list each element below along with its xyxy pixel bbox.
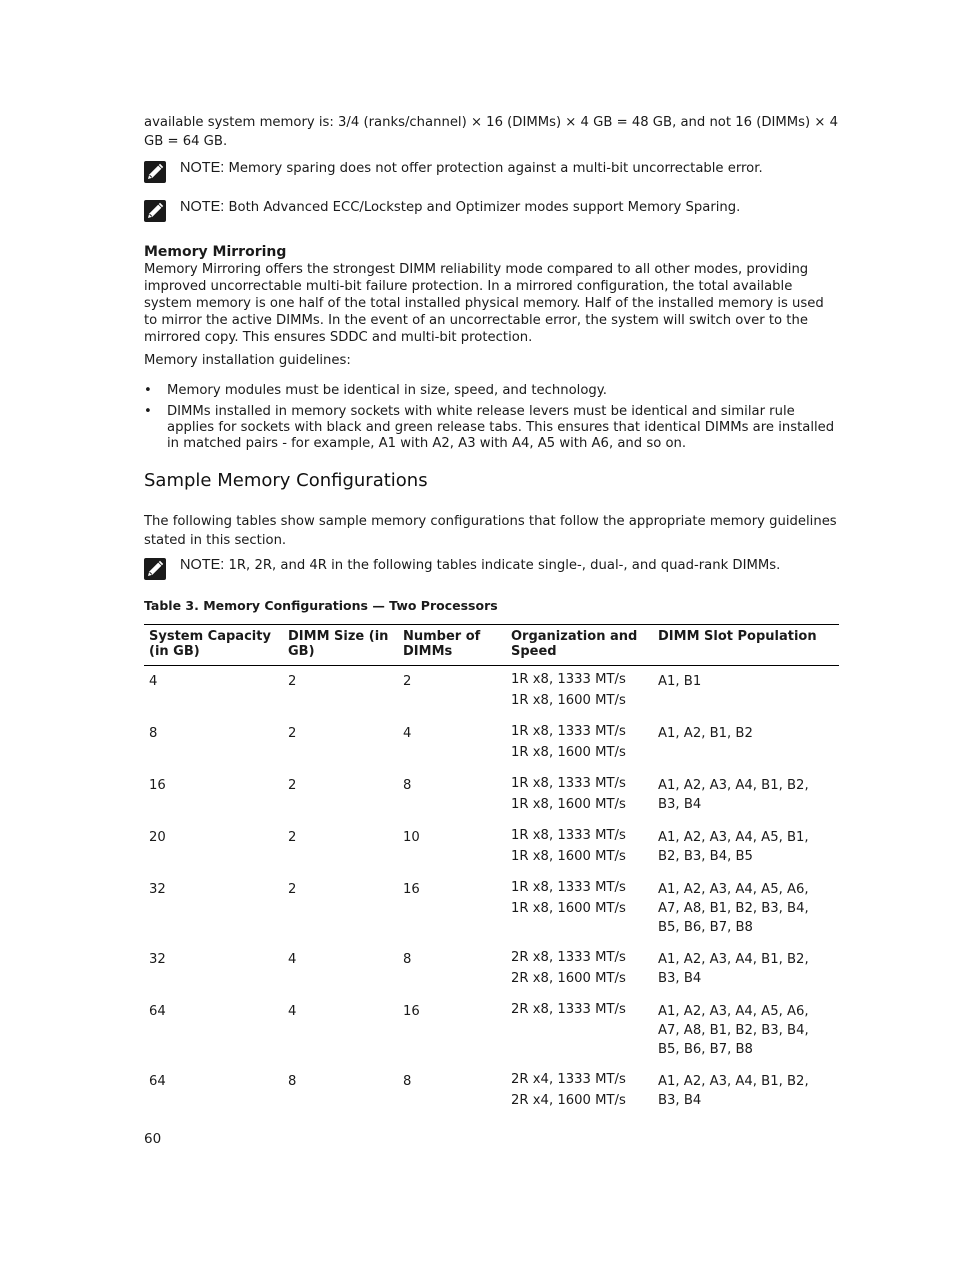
dimm-count-cell: 4 [403,726,412,741]
note-text: Both Advanced ECC/Lockstep and Optimizer modes support Memory Sparing. [224,200,741,215]
column-header: Organization and Speed [511,629,638,659]
speed-cell: 1R x8, 1333 MT/s 1R x8, 1600 MT/s [511,776,626,812]
table-row [144,944,839,996]
speed-cell: 2R x8, 1333 MT/s [511,1002,626,1017]
column-header: DIMM Slot Population [658,629,817,644]
dimm-count-cell: 16 [403,882,420,897]
slot-population-cell: A1, B1 [658,674,702,689]
dimm-size-cell: 2 [288,726,297,741]
column-header: Number of DIMMs [403,629,481,659]
note-text: 1R, 2R, and 4R in the following tables indicate single-, dual-, and quad-rank DIMMs. [224,558,781,573]
speed-cell: 1R x8, 1333 MT/s 1R x8, 1600 MT/s [511,672,626,708]
slot-population-cell: A1, A2, B1, B2 [658,726,753,741]
dimm-count-cell: 2 [403,674,412,689]
intro-paragraph: available system memory is: 3/4 (ranks/channel) × 16 (DIMMs) × 4 GB = 48 GB, and not 16 (DIMMs) × 4 GB = 64 GB. [144,115,838,149]
page-number: 60 [144,1131,162,1147]
dimm-size-cell: 2 [288,882,297,897]
table-row [144,770,839,822]
table-row [144,1066,839,1118]
capacity-cell: 32 [149,952,166,967]
capacity-cell: 64 [149,1004,166,1019]
dimm-count-cell: 10 [403,830,420,845]
speed-cell: 1R x8, 1333 MT/s 1R x8, 1600 MT/s [511,724,626,760]
list-item: • Memory modules must be identical in size, speed, and technology. [144,383,838,399]
pencil-note-icon [144,198,180,227]
capacity-cell: 16 [149,778,166,793]
capacity-cell: 8 [149,726,158,741]
note-text: Memory sparing does not offer protection against a multi-bit uncorrectable error. [224,161,763,176]
slot-population-cell: A1, A2, A3, A4, A5, A6, A7, A8, B1, B2, B3, B4, B5, B6, B7, B8 [658,1004,809,1057]
table-row [144,718,839,770]
dimm-count-cell: 8 [403,1074,412,1089]
table-header-row [144,625,839,666]
pencil-note-icon [144,556,180,585]
speed-cell: 2R x8, 1333 MT/s 2R x8, 1600 MT/s [511,950,626,986]
note-label: NOTE: [180,199,225,215]
slot-population-cell: A1, A2, A3, A4, B1, B2, B3, B4 [658,1074,809,1108]
note-label: NOTE: [180,557,225,573]
note-block [144,556,838,585]
slot-population-cell: A1, A2, A3, A4, B1, B2, B3, B4 [658,952,809,986]
slot-population-cell: A1, A2, A3, A4, A5, A6, A7, A8, B1, B2, B3, B4, B5, B6, B7, B8 [658,882,809,935]
pencil-note-icon [144,159,180,188]
speed-cell: 1R x8, 1333 MT/s 1R x8, 1600 MT/s [511,880,626,916]
list-item: • DIMMs installed in memory sockets with white release levers must be identical and similar rule applies for sockets with black and green release tabs. This ensures that identical DIMMs are installed in matched pairs - for example, A1 with A2, A3 with A4, A5 with A6, and so on. [144,404,838,452]
column-header: DIMM Size (in GB) [288,629,389,659]
speed-cell: 1R x8, 1333 MT/s 1R x8, 1600 MT/s [511,828,626,864]
memory-mirroring-paragraph: Memory Mirroring offers the strongest DIMM reliability mode compared to all other modes, providing improved uncorrectable multi-bit failure protection. In a mirrored configuration, the total available system memory is one half of the total installed physical memory. Half of the installed memory is used to mirror the active DIMMs. In the event of an uncorrectable error, the system will switch over to the mirrored copy. This ensures SDDC and multi-bit protection. [144,262,824,345]
dimm-count-cell: 8 [403,778,412,793]
dimm-count-cell: 8 [403,952,412,967]
section-intro: The following tables show sample memory configurations that follow the appropriate memory guidelines stated in this section. [144,514,837,548]
speed-cell: 2R x4, 1333 MT/s 2R x4, 1600 MT/s [511,1072,626,1108]
dimm-size-cell: 4 [288,1004,297,1019]
note-label: NOTE: [180,160,225,176]
note-block [144,159,838,188]
note-block [144,198,838,227]
dimm-size-cell: 8 [288,1074,297,1089]
guidelines-list [144,383,838,452]
capacity-cell: 20 [149,830,166,845]
dimm-size-cell: 2 [288,830,297,845]
dimm-size-cell: 4 [288,952,297,967]
dimm-size-cell: 2 [288,674,297,689]
slot-population-cell: A1, A2, A3, A4, A5, B1, B2, B3, B4, B5 [658,830,809,864]
memory-mirroring-heading: Memory Mirroring [144,244,287,260]
dimm-size-cell: 2 [288,778,297,793]
table-row [144,996,839,1066]
memory-config-table [144,624,839,1118]
column-header: System Capacity (in GB) [149,629,271,659]
table-caption: Table 3. Memory Configurations — Two Processors [144,598,498,613]
table-row [144,666,839,719]
installation-guidelines-label: Memory installation guidelines: [144,353,351,368]
capacity-cell: 64 [149,1074,166,1089]
section-heading: Sample Memory Configurations [144,470,428,491]
slot-population-cell: A1, A2, A3, A4, B1, B2, B3, B4 [658,778,809,812]
dimm-count-cell: 16 [403,1004,420,1019]
page-content [144,113,838,1118]
table-row [144,822,839,874]
capacity-cell: 4 [149,674,158,689]
capacity-cell: 32 [149,882,166,897]
table-row [144,874,839,944]
